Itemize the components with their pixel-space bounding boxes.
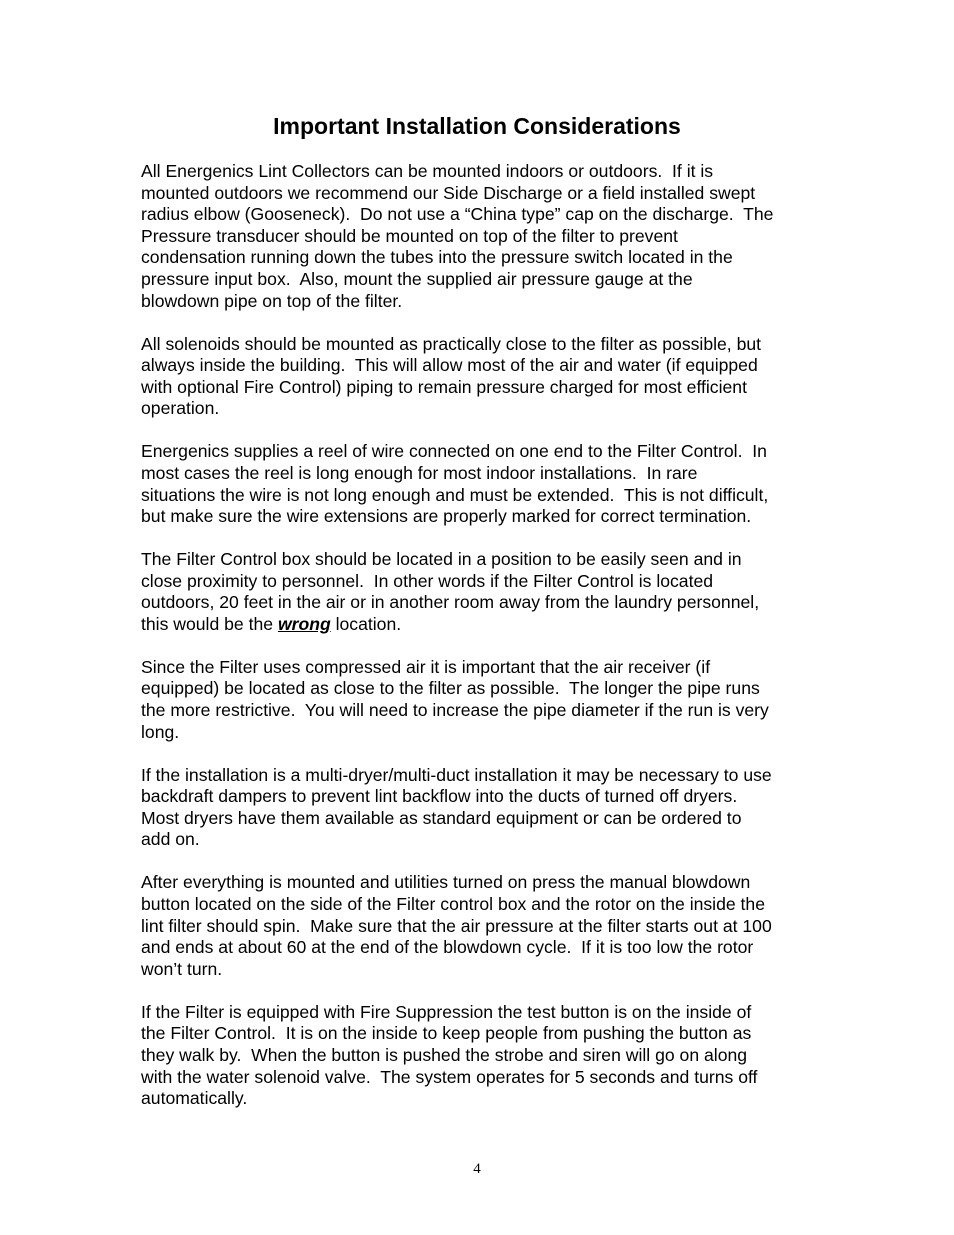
text-line: the Filter Control. It is on the inside to keep people from pushing the button as — [141, 1023, 752, 1044]
text-line-with-emphasis — [141, 614, 831, 636]
text-line: If the Filter is equipped with Fire Suppression the test button is on the inside of — [141, 1001, 752, 1022]
text-line: pressure input box. Also, mount the supplied air pressure gauge at the — [141, 268, 693, 289]
text-line: close proximity to personnel. In other words if the Filter Control is located — [141, 570, 714, 591]
text-line: but make sure the wire extensions are properly marked for correct termination. — [141, 506, 752, 527]
page-number: 4 — [473, 1161, 481, 1177]
paragraph-spacer — [141, 635, 831, 656]
text-line: radius elbow (Gooseneck). Do not use a “China type” cap on the discharge. The — [141, 204, 774, 225]
text-line: with optional Fire Control) piping to remain pressure charged for most efficient — [141, 376, 747, 397]
paragraph-fire-suppression — [141, 1002, 831, 1110]
text-fragment: location. — [330, 613, 402, 634]
page-title: Important Installation Considerations — [273, 113, 681, 139]
text-line: long. — [141, 721, 180, 742]
text-line: Since the Filter uses compressed air it is important that the air receiver (if — [141, 656, 711, 677]
paragraph-spacer — [141, 528, 831, 549]
text-line: operation. — [141, 398, 220, 419]
paragraph-spacer — [141, 743, 831, 764]
body-text — [141, 161, 831, 1110]
paragraph-spacer — [141, 420, 831, 441]
text-line: they walk by. When the button is pushed the strobe and siren will go on along — [141, 1044, 748, 1065]
text-line: All solenoids should be mounted as practically close to the filter as possible, but — [141, 333, 762, 354]
paragraph-mounting — [141, 161, 831, 312]
text-line: won’t turn. — [141, 958, 223, 979]
text-line: blowdown pipe on top of the filter. — [141, 290, 403, 311]
text-line: most cases the reel is long enough for most indoor installations. In rare — [141, 462, 698, 483]
paragraph-compressed-air — [141, 657, 831, 743]
text-line: If the installation is a multi-dryer/multi-duct installation it may be necessary to use — [141, 764, 772, 785]
text-line: Pressure transducer should be mounted on top of the filter to prevent — [141, 225, 678, 246]
text-line: add on. — [141, 829, 200, 850]
text-line: All Energenics Lint Collectors can be mounted indoors or outdoors. If it is — [141, 161, 714, 181]
text-line: the more restrictive. You will need to increase the pipe diameter if the run is very — [141, 700, 769, 721]
text-line: lint filter should spin. Make sure that the air pressure at the filter starts out at 100 — [141, 915, 772, 936]
text-line: button located on the side of the Filter control box and the rotor on the inside the — [141, 893, 766, 914]
emphasized-word: wrong — [277, 613, 331, 634]
paragraph-blowdown-test — [141, 872, 831, 980]
paragraph-spacer — [141, 980, 831, 1001]
text-line: condensation running down the tubes into the pressure switch located in the — [141, 247, 733, 268]
paragraph-control-box — [141, 549, 831, 635]
paragraph-solenoids — [141, 334, 831, 420]
paragraph-spacer — [141, 312, 831, 333]
text-line: automatically. — [141, 1088, 248, 1109]
text-line: The Filter Control box should be located in a position to be easily seen and in — [141, 549, 742, 570]
text-line: equipped) be located as close to the filter as possible. The longer the pipe runs — [141, 678, 760, 699]
text-line: Most dryers have them available as standard equipment or can be ordered to — [141, 807, 742, 828]
text-line: mounted outdoors we recommend our Side Discharge or a field installed swept — [141, 182, 756, 203]
text-line: situations the wire is not long enough and must be extended. This is not difficult, — [141, 484, 769, 505]
paragraph-spacer — [141, 851, 831, 872]
text-line: Energenics supplies a reel of wire connected on one end to the Filter Control. In — [141, 441, 767, 462]
text-line: always inside the building. This will allow most of the air and water (if equipped — [141, 355, 758, 376]
paragraph-wire-reel — [141, 441, 831, 527]
text-line: and ends at about 60 at the end of the blowdown cycle. If it is too low the rotor — [141, 937, 754, 958]
text-line: with the water solenoid valve. The system operates for 5 seconds and turns off — [141, 1066, 758, 1087]
text-line: After everything is mounted and utilities turned on press the manual blowdown — [141, 872, 751, 893]
paragraph-backdraft-dampers — [141, 765, 831, 851]
text-line: outdoors, 20 feet in the air or in another room away from the laundry personnel, — [141, 592, 760, 613]
text-fragment: this would be the — [141, 613, 278, 634]
text-line: backdraft dampers to prevent lint backflow into the ducts of turned off dryers. — [141, 786, 738, 807]
